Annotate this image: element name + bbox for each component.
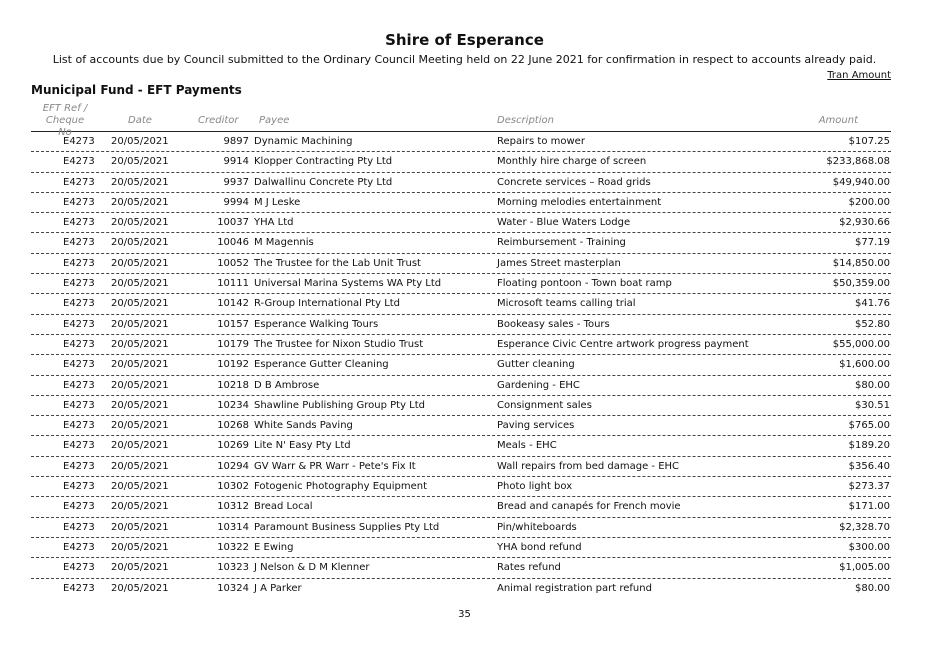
cell-description: Floating pontoon - Town boat ramp bbox=[497, 278, 672, 290]
cell-payee: Bread Local bbox=[254, 501, 313, 513]
cell-creditor: 9914 bbox=[223, 156, 249, 168]
cell-description: Rates refund bbox=[497, 562, 561, 574]
column-header-payee: Payee bbox=[259, 115, 290, 126]
column-header-amount: Amount bbox=[818, 115, 858, 126]
cell-date: 20/05/2021 bbox=[111, 521, 169, 533]
cell-payee: D B Ambrose bbox=[254, 379, 320, 391]
cell-description: Bread and canapés for French movie bbox=[497, 501, 681, 513]
cell-date: 20/05/2021 bbox=[111, 136, 169, 147]
cell-description: Meals - EHC bbox=[497, 440, 557, 452]
cell-ref: E4273 bbox=[63, 420, 95, 432]
cell-creditor: 9937 bbox=[223, 176, 249, 188]
cell-amount: $189.20 bbox=[848, 440, 890, 452]
cell-ref: E4273 bbox=[63, 237, 95, 249]
table-row bbox=[31, 132, 891, 152]
cell-ref: E4273 bbox=[63, 460, 95, 472]
cell-description: Concrete services – Road grids bbox=[497, 176, 651, 188]
cell-payee: Fotogenic Photography Equipment bbox=[254, 481, 428, 493]
cell-creditor: 10234 bbox=[217, 399, 249, 411]
cell-description: Repairs to mower bbox=[497, 136, 585, 147]
cell-creditor: 10037 bbox=[217, 217, 249, 229]
cell-creditor: 10052 bbox=[217, 257, 249, 269]
cell-ref: E4273 bbox=[63, 582, 95, 594]
cell-ref: E4273 bbox=[63, 399, 95, 411]
cell-creditor: 10046 bbox=[217, 237, 249, 249]
cell-amount: $50,359.00 bbox=[832, 278, 890, 290]
cell-description: James Street masterplan bbox=[497, 257, 621, 269]
table-row bbox=[31, 518, 891, 538]
cell-date: 20/05/2021 bbox=[111, 217, 169, 229]
cell-date: 20/05/2021 bbox=[111, 501, 169, 513]
cell-amount: $2,328.70 bbox=[839, 521, 890, 533]
cell-creditor: 10218 bbox=[217, 379, 249, 391]
column-header-date: Date bbox=[128, 115, 152, 126]
cell-creditor: 10192 bbox=[217, 359, 249, 371]
cell-ref: E4273 bbox=[63, 359, 95, 371]
cell-payee: Lite N' Easy Pty Ltd bbox=[254, 440, 351, 452]
cell-amount: $300.00 bbox=[848, 541, 890, 553]
cell-payee: Dynamic Machining bbox=[254, 136, 353, 147]
cell-date: 20/05/2021 bbox=[111, 298, 169, 310]
table-row bbox=[31, 254, 891, 274]
cell-amount: $356.40 bbox=[848, 460, 890, 472]
cell-payee: E Ewing bbox=[254, 541, 294, 553]
table-row bbox=[31, 152, 891, 172]
cell-amount: $77.19 bbox=[855, 237, 890, 249]
cell-ref: E4273 bbox=[63, 318, 95, 330]
cell-creditor: 10142 bbox=[217, 298, 249, 310]
cell-date: 20/05/2021 bbox=[111, 156, 169, 168]
cell-creditor: 10294 bbox=[217, 460, 249, 472]
table-row bbox=[31, 213, 891, 233]
cell-ref: E4273 bbox=[63, 338, 95, 350]
table-row bbox=[31, 436, 891, 456]
cell-creditor: 10312 bbox=[217, 501, 249, 513]
cell-creditor: 10268 bbox=[217, 420, 249, 432]
cell-date: 20/05/2021 bbox=[111, 440, 169, 452]
cell-amount: $765.00 bbox=[848, 420, 890, 432]
cell-date: 20/05/2021 bbox=[111, 237, 169, 249]
cell-ref: E4273 bbox=[63, 278, 95, 290]
cell-description: Paving services bbox=[497, 420, 575, 432]
section-title: Municipal Fund - EFT Payments bbox=[31, 83, 242, 97]
cell-date: 20/05/2021 bbox=[111, 399, 169, 411]
cell-ref: E4273 bbox=[63, 541, 95, 553]
cell-ref: E4273 bbox=[63, 136, 95, 147]
cell-creditor: 10302 bbox=[217, 481, 249, 493]
cell-payee: Shawline Publishing Group Pty Ltd bbox=[254, 399, 426, 411]
cell-payee: J A Parker bbox=[254, 582, 302, 594]
column-header-creditor: Creditor bbox=[198, 115, 239, 126]
cell-date: 20/05/2021 bbox=[111, 176, 169, 188]
table-row bbox=[31, 497, 891, 517]
cell-payee: Dalwallinu Concrete Pty Ltd bbox=[254, 176, 393, 188]
cell-amount: $1,600.00 bbox=[839, 359, 890, 371]
cell-ref: E4273 bbox=[63, 521, 95, 533]
cell-date: 20/05/2021 bbox=[111, 278, 169, 290]
cell-ref: E4273 bbox=[63, 196, 95, 208]
cell-ref: E4273 bbox=[63, 217, 95, 229]
table-header bbox=[31, 103, 891, 138]
cell-description: Animal registration part refund bbox=[497, 582, 652, 594]
cell-date: 20/05/2021 bbox=[111, 359, 169, 371]
cell-creditor: 10323 bbox=[217, 562, 249, 574]
cell-amount: $30.51 bbox=[855, 399, 890, 411]
tran-amount-label: Tran Amount bbox=[827, 70, 891, 81]
cell-description: Photo light box bbox=[497, 481, 573, 493]
table-row bbox=[31, 335, 891, 355]
cell-description: Wall repairs from bed damage - EHC bbox=[497, 460, 680, 472]
cell-payee: Universal Marina Systems WA Pty Ltd bbox=[254, 278, 442, 290]
table-row bbox=[31, 274, 891, 294]
cell-amount: $80.00 bbox=[855, 379, 890, 391]
cell-amount: $80.00 bbox=[855, 582, 890, 594]
cell-description: Reimbursement - Training bbox=[497, 237, 626, 249]
cell-amount: $273.37 bbox=[848, 481, 890, 493]
cell-creditor: 10157 bbox=[217, 318, 249, 330]
cell-description: YHA bond refund bbox=[497, 541, 582, 553]
table-row bbox=[31, 558, 891, 578]
cell-amount: $200.00 bbox=[848, 196, 890, 208]
cell-amount: $14,850.00 bbox=[832, 257, 890, 269]
cell-amount: $52.80 bbox=[855, 318, 890, 330]
cell-description: Gutter cleaning bbox=[497, 359, 575, 371]
table-row bbox=[31, 477, 891, 497]
payments-table-body bbox=[31, 132, 891, 598]
cell-payee: GV Warr & PR Warr - Pete's Fix It bbox=[254, 460, 416, 472]
cell-payee: R-Group International Pty Ltd bbox=[254, 298, 401, 310]
table-row bbox=[31, 396, 891, 416]
cell-date: 20/05/2021 bbox=[111, 379, 169, 391]
cell-description: Bookeasy sales - Tours bbox=[497, 318, 610, 330]
cell-description: Monthly hire charge of screen bbox=[497, 156, 647, 168]
cell-amount: $55,000.00 bbox=[832, 338, 890, 350]
table-row bbox=[31, 294, 891, 314]
cell-date: 20/05/2021 bbox=[111, 541, 169, 553]
cell-ref: E4273 bbox=[63, 501, 95, 513]
cell-payee: Esperance Walking Tours bbox=[254, 318, 379, 330]
cell-payee: YHA Ltd bbox=[254, 217, 294, 229]
cell-date: 20/05/2021 bbox=[111, 481, 169, 493]
cell-amount: $1,005.00 bbox=[839, 562, 890, 574]
cell-payee: Paramount Business Supplies Pty Ltd bbox=[254, 521, 440, 533]
cell-date: 20/05/2021 bbox=[111, 562, 169, 574]
cell-date: 20/05/2021 bbox=[111, 318, 169, 330]
cell-ref: E4273 bbox=[63, 298, 95, 310]
table-row bbox=[31, 579, 891, 598]
cell-description: Esperance Civic Centre artwork progress payment bbox=[497, 338, 749, 350]
column-header-description: Description bbox=[497, 115, 554, 126]
cell-creditor: 10111 bbox=[217, 278, 249, 290]
cell-creditor: 10269 bbox=[217, 440, 249, 452]
cell-ref: E4273 bbox=[63, 176, 95, 188]
cell-ref: E4273 bbox=[63, 440, 95, 452]
cell-payee: M Magennis bbox=[254, 237, 314, 249]
cell-creditor: 10179 bbox=[217, 338, 249, 350]
cell-amount: $171.00 bbox=[848, 501, 890, 513]
table-row bbox=[31, 538, 891, 558]
cell-creditor: 9897 bbox=[223, 136, 249, 147]
document-subtitle: List of accounts due by Council submitted to the Ordinary Council Meeting held on 22 June 2021 for confirmation in respect to accounts already paid. bbox=[52, 53, 877, 66]
cell-description: Gardening - EHC bbox=[497, 379, 580, 391]
page-number: 35 bbox=[458, 609, 471, 620]
cell-ref: E4273 bbox=[63, 481, 95, 493]
cell-date: 20/05/2021 bbox=[111, 196, 169, 208]
cell-payee: Esperance Gutter Cleaning bbox=[254, 359, 389, 371]
cell-amount: $107.25 bbox=[848, 136, 890, 147]
cell-ref: E4273 bbox=[63, 379, 95, 391]
cell-creditor: 10324 bbox=[217, 582, 249, 594]
table-row bbox=[31, 457, 891, 477]
cell-date: 20/05/2021 bbox=[111, 460, 169, 472]
cell-creditor: 9994 bbox=[223, 196, 249, 208]
cell-date: 20/05/2021 bbox=[111, 257, 169, 269]
cell-payee: White Sands Paving bbox=[254, 420, 353, 432]
cell-ref: E4273 bbox=[63, 156, 95, 168]
cell-payee: J Nelson & D M Klenner bbox=[254, 562, 370, 574]
cell-payee: The Trustee for the Lab Unit Trust bbox=[254, 257, 421, 269]
document-title: Shire of Esperance bbox=[385, 31, 544, 49]
cell-ref: E4273 bbox=[63, 562, 95, 574]
cell-payee: M J Leske bbox=[254, 196, 301, 208]
cell-creditor: 10322 bbox=[217, 541, 249, 553]
cell-payee: Klopper Contracting Pty Ltd bbox=[254, 156, 393, 168]
cell-date: 20/05/2021 bbox=[111, 420, 169, 432]
cell-ref: E4273 bbox=[63, 257, 95, 269]
cell-description: Microsoft teams calling trial bbox=[497, 298, 636, 310]
table-row bbox=[31, 355, 891, 375]
table-row bbox=[31, 416, 891, 436]
cell-creditor: 10314 bbox=[217, 521, 249, 533]
cell-amount: $233,868.08 bbox=[826, 156, 890, 168]
table-row bbox=[31, 233, 891, 253]
cell-description: Morning melodies entertainment bbox=[497, 196, 662, 208]
cell-payee: The Trustee for Nixon Studio Trust bbox=[254, 338, 424, 350]
table-row bbox=[31, 376, 891, 396]
table-row bbox=[31, 193, 891, 213]
cell-description: Consignment sales bbox=[497, 399, 592, 411]
table-row bbox=[31, 315, 891, 335]
cell-description: Pin/whiteboards bbox=[497, 521, 577, 533]
cell-description: Water - Blue Waters Lodge bbox=[497, 217, 631, 229]
cell-date: 20/05/2021 bbox=[111, 582, 169, 594]
cell-date: 20/05/2021 bbox=[111, 338, 169, 350]
column-header-ref-line1: EFT Ref / bbox=[42, 103, 88, 114]
column-header-ref-line2: Cheque No bbox=[45, 115, 85, 138]
cell-amount: $49,940.00 bbox=[832, 176, 890, 188]
cell-amount: $41.76 bbox=[855, 298, 890, 310]
cell-amount: $2,930.66 bbox=[839, 217, 890, 229]
table-row bbox=[31, 173, 891, 193]
